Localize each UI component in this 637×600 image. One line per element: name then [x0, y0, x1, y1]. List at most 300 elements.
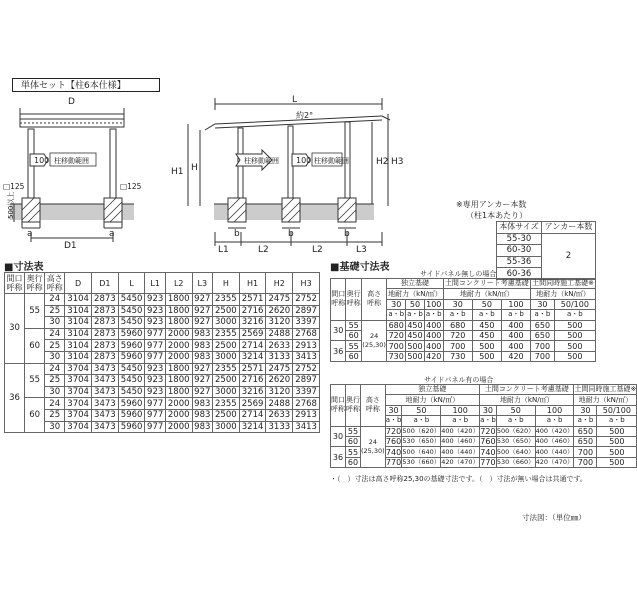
table-cell: 700	[443, 341, 472, 351]
table-cell: 400（460）	[535, 437, 574, 446]
table-cell: 5960	[118, 398, 145, 410]
table-cell: 450	[472, 330, 501, 340]
table-cell: 760	[480, 437, 496, 447]
table-cell: 2569	[239, 328, 266, 340]
table-cell: 3000	[212, 351, 239, 363]
table-cell: 30	[331, 320, 346, 341]
table-cell: 983	[192, 421, 212, 433]
table-cell: 5960	[118, 421, 145, 433]
anchor-header-count: アンカー本数	[542, 222, 596, 234]
table-cell: 400	[426, 320, 442, 330]
label-l2b: L2	[312, 245, 323, 255]
table-header: 土間同時施工基礎※	[574, 385, 637, 394]
table-cell: 1800	[165, 317, 192, 329]
set-title: 単体セット【柱6本仕様】	[12, 78, 160, 92]
table-cell: 2873	[91, 328, 118, 340]
table-cell: 2633	[266, 340, 293, 352]
table-header: a・b	[501, 310, 530, 320]
table-cell: 740	[480, 447, 496, 457]
table-cell: 30	[45, 386, 65, 398]
table-cell: 500（620）	[496, 426, 535, 435]
label-h1: H1	[171, 167, 184, 177]
table-cell: 24	[45, 363, 65, 375]
table-header: L3	[192, 273, 212, 294]
table-cell: 500	[597, 447, 637, 457]
table-cell: 983	[192, 398, 212, 410]
anchor-size: 60-36	[497, 268, 542, 280]
table-cell: 680	[443, 320, 472, 330]
table-cell: 3216	[239, 386, 266, 398]
table-cell: 5450	[118, 317, 145, 329]
table-cell: 420	[501, 351, 530, 361]
table-cell: 2716	[239, 375, 266, 387]
table-cell: 650	[574, 426, 597, 436]
table-cell: 400（440）	[441, 447, 480, 456]
table-header: 30	[387, 299, 406, 309]
table-cell: 530（650）	[496, 437, 535, 446]
table-cell: 55	[25, 363, 45, 398]
table-cell: 977	[145, 328, 165, 340]
table-header: 奥行 呼称	[346, 279, 361, 321]
table-cell: 55	[25, 294, 45, 329]
label-l: L	[292, 95, 298, 105]
table-cell: 923	[145, 363, 165, 375]
table-header: 間口 呼称	[331, 279, 346, 321]
table-row	[5, 317, 320, 329]
table-header: 高さ 呼称	[45, 273, 65, 294]
table-header: 100	[501, 299, 530, 309]
table-row	[5, 409, 320, 421]
table-cell: 500（640）	[402, 447, 441, 456]
label-b1: b	[234, 229, 240, 239]
table-cell: 55	[346, 426, 361, 436]
table-header: 奥行 呼称	[25, 273, 45, 294]
table-cell: 3000	[212, 386, 239, 398]
anchor-note1: ※専用アンカー本数	[456, 200, 527, 209]
table-cell: 450	[407, 331, 423, 341]
table-cell: 680	[388, 320, 404, 330]
table-header: 高さ 呼称	[361, 385, 386, 427]
table-cell: 2897	[293, 375, 320, 387]
table-cell: 3704	[65, 375, 92, 387]
table-header: 地耐力（kN/㎡）	[385, 395, 479, 405]
table-cell: 927	[192, 294, 212, 306]
table-cell: 2873	[91, 317, 118, 329]
table-cell: 500	[554, 351, 595, 361]
table-cell: 400	[501, 330, 530, 340]
table-cell: 530（660）	[496, 457, 535, 466]
table-cell: 3473	[91, 409, 118, 421]
table-cell: 977	[145, 409, 165, 421]
table-cell: 400（420）	[441, 426, 480, 435]
table-cell: 30	[5, 294, 25, 364]
unit-note: 寸法図：（単位㎜）	[522, 513, 586, 522]
foundation-title: ■基礎寸法表	[330, 262, 390, 273]
post-label-right: □125	[120, 182, 142, 191]
table-header: 地耐力（kN/㎡）	[531, 289, 596, 299]
table-cell: 927	[192, 386, 212, 398]
table-header: 地耐力（kN/㎡）	[480, 395, 574, 405]
table-cell: 977	[145, 351, 165, 363]
table-cell: 450	[472, 320, 501, 330]
table-cell: 2873	[91, 305, 118, 317]
table-cell: 720	[385, 426, 402, 436]
table-header: D	[65, 273, 92, 294]
table-cell: 3104	[65, 294, 92, 306]
table-cell: 420（470）	[535, 457, 574, 466]
table-cell: 3473	[91, 363, 118, 375]
table-cell: 2475	[266, 363, 293, 375]
table-cell: 2355	[212, 363, 239, 375]
table-cell: 2714	[239, 340, 266, 352]
table-cell: 400（420）	[535, 426, 574, 435]
table-cell: 3000	[212, 421, 239, 433]
table-cell: 55	[346, 447, 361, 457]
foundation-table-with-panel	[330, 384, 637, 468]
table-cell: 2000	[165, 340, 192, 352]
table-cell: 500	[407, 341, 423, 351]
table-cell: 36	[5, 363, 25, 433]
table-cell: 3104	[65, 305, 92, 317]
table-header: 50	[406, 299, 425, 309]
table-cell: 500	[472, 351, 501, 361]
table-header: 30	[574, 405, 597, 415]
dimension-table	[4, 272, 320, 433]
table-cell: 36	[331, 341, 346, 362]
range-side-2: 柱移動範囲	[314, 157, 349, 165]
table-header: a・b	[388, 310, 405, 319]
table-cell: 2000	[165, 351, 192, 363]
table-cell: 450	[407, 320, 423, 330]
table-cell: 3473	[91, 375, 118, 387]
table-cell: 700	[531, 351, 555, 361]
table-header: D1	[91, 273, 118, 294]
table-cell: 500（640）	[496, 447, 535, 456]
table-cell: 500	[554, 341, 595, 351]
table-cell: 3413	[293, 351, 320, 363]
table-cell: 1800	[165, 375, 192, 387]
table-cell: 2714	[239, 409, 266, 421]
label-l3: L3	[356, 245, 367, 255]
label-l1: L1	[218, 245, 229, 255]
table-cell: 2897	[293, 305, 320, 317]
table-cell: 983	[192, 409, 212, 421]
table-cell: 2873	[91, 340, 118, 352]
arrow-100-front: 100	[34, 156, 50, 165]
table-cell: 400	[501, 341, 530, 351]
table-header: 地耐力（kN/㎡）	[388, 289, 442, 298]
table-row	[331, 320, 596, 330]
table-header: 30	[531, 299, 555, 309]
table-header: a・b	[480, 416, 496, 425]
table-cell: 530（650）	[402, 437, 441, 446]
table-cell: 3704	[65, 398, 92, 410]
side-view	[188, 98, 390, 246]
table-cell: 400	[501, 320, 530, 330]
table-cell: 977	[145, 421, 165, 433]
table-cell: 2488	[266, 398, 293, 410]
table-cell: 30	[331, 426, 346, 447]
table-header: a・b	[385, 416, 402, 425]
table-cell: 3214	[239, 351, 266, 363]
table-cell: 1800	[165, 363, 192, 375]
table-cell: 25	[45, 409, 65, 421]
table-header: a・b	[402, 416, 441, 426]
table-row	[5, 294, 320, 306]
table-header: a・b	[407, 310, 423, 319]
table-cell: 2000	[165, 398, 192, 410]
table-cell: 977	[145, 398, 165, 410]
table-cell: 3397	[293, 386, 320, 398]
table-cell: 1800	[165, 294, 192, 306]
anchor-note2: （柱1本あたり）	[466, 211, 528, 220]
anchor-header-size: 本体サイズ	[497, 222, 542, 234]
table-cell: 500	[407, 351, 423, 361]
table-cell: 3120	[266, 317, 293, 329]
table-row	[5, 375, 320, 387]
table-header: 30	[443, 299, 472, 309]
anchor-size: 55-30	[497, 233, 542, 245]
table-cell: 2913	[293, 409, 320, 421]
table-header: 地耐力（kN/㎡）	[574, 395, 637, 405]
table-row	[5, 398, 320, 410]
table-cell: 2768	[293, 398, 320, 410]
table-cell: 60	[346, 457, 361, 467]
table-cell: 927	[192, 305, 212, 317]
label-d: D	[68, 97, 75, 107]
label-l2a: L2	[258, 245, 269, 255]
table-row	[5, 351, 320, 363]
table-cell: 5960	[118, 409, 145, 421]
table-cell: 2571	[239, 363, 266, 375]
table-cell: 927	[192, 375, 212, 387]
table-cell: 500	[472, 341, 501, 351]
table-header: 高さ 呼称	[361, 279, 386, 321]
table-cell: 2500	[212, 340, 239, 352]
table-row	[5, 421, 320, 433]
table-cell: 5450	[118, 375, 145, 387]
table-cell: 2000	[165, 409, 192, 421]
table-cell: 3473	[91, 421, 118, 433]
table-cell: 3216	[239, 317, 266, 329]
table-cell: 923	[145, 294, 165, 306]
table-cell: 983	[192, 351, 212, 363]
anchor-size: 55-36	[497, 256, 542, 268]
table-cell: 2000	[165, 421, 192, 433]
table-cell: 720	[480, 426, 496, 436]
table-cell: 3413	[293, 421, 320, 433]
table-cell: 650	[574, 436, 597, 446]
label-d1: D1	[64, 241, 77, 251]
table-cell: 2913	[293, 340, 320, 352]
table-cell: 60	[346, 436, 361, 446]
table-cell: 3704	[65, 363, 92, 375]
table-cell: 650	[531, 330, 555, 340]
anchor-table	[496, 221, 596, 280]
post-label-left: □125	[3, 182, 25, 191]
dim-table-title: ■寸法表	[4, 262, 44, 273]
table-cell: 5960	[118, 328, 145, 340]
table-cell: 2500	[212, 305, 239, 317]
table-header: a・b	[443, 310, 472, 320]
table-header-row	[5, 273, 320, 294]
table-cell: 983	[192, 328, 212, 340]
table-header: a・b	[535, 416, 574, 426]
table-header-row	[331, 279, 596, 289]
label-h2: H2	[376, 157, 389, 167]
table-cell: 927	[192, 317, 212, 329]
table-header: 土間コンクリート考慮基礎	[480, 385, 574, 395]
table-header: H	[212, 273, 239, 294]
table-cell: 30	[45, 317, 65, 329]
footing-label: 500以上	[7, 191, 15, 219]
table-cell: 3104	[65, 328, 92, 340]
table-cell: 2752	[293, 294, 320, 306]
foundation-note: ・（ ）寸法は高さ呼称25,30の基礎寸法です。（ ）寸法が無い場合は共通です。	[330, 475, 587, 483]
table-cell: 500	[554, 320, 595, 330]
table-row	[5, 386, 320, 398]
table-cell: 3214	[239, 421, 266, 433]
table-cell: 5450	[118, 294, 145, 306]
table-cell: 5450	[118, 363, 145, 375]
table-cell: 2620	[266, 375, 293, 387]
table-cell: 977	[145, 340, 165, 352]
table-cell: 36	[331, 447, 346, 468]
table-cell: 500	[597, 426, 637, 436]
table-header: 50	[402, 405, 441, 415]
table-cell: 24	[45, 328, 65, 340]
table-header: 奥行 呼称	[346, 385, 361, 427]
table-cell: 730	[388, 351, 404, 361]
table-cell: 1800	[165, 386, 192, 398]
table-cell: 60	[25, 398, 45, 433]
table-header: 土間同時施工基礎※	[532, 279, 594, 288]
table-cell: 2500	[212, 375, 239, 387]
table-header: a・b	[496, 416, 535, 426]
table-cell: 700	[388, 341, 404, 351]
table-cell: 730	[443, 351, 472, 361]
table-header: 50/100	[597, 405, 637, 415]
table-cell: 500	[554, 330, 595, 340]
table-cell: 24 (25,30)	[361, 426, 386, 468]
range-side: 柱移動範囲	[244, 157, 279, 165]
table-cell: 400	[426, 331, 442, 341]
table-row	[5, 305, 320, 317]
table-header: 50/100	[554, 299, 595, 309]
table-cell: 500	[597, 457, 637, 467]
table-cell: 2873	[91, 351, 118, 363]
table-cell: 3704	[65, 386, 92, 398]
table-cell: 2488	[266, 328, 293, 340]
table-cell: 3473	[91, 386, 118, 398]
table-cell: 400（440）	[535, 447, 574, 456]
table-cell: 420（470）	[441, 457, 480, 466]
table-cell: 2355	[212, 294, 239, 306]
range-front: 柱移動範囲	[54, 157, 89, 165]
table-cell: 500（620）	[402, 426, 441, 435]
table-cell: 3104	[65, 340, 92, 352]
foundation-caption1: サイドパネル無しの場合	[420, 270, 497, 278]
table-cell: 2752	[293, 363, 320, 375]
table-cell: 720	[443, 330, 472, 340]
table-header: a・b	[597, 416, 637, 426]
label-b2: b	[288, 229, 294, 239]
label-b3: b	[344, 229, 350, 239]
label-a-left: a	[27, 229, 33, 239]
table-header: 土間コンクリート考慮基礎	[444, 279, 529, 288]
table-cell: 30	[45, 351, 65, 363]
table-cell: 3104	[65, 351, 92, 363]
table-header: 100	[535, 405, 574, 415]
table-cell: 927	[192, 363, 212, 375]
table-cell: 25	[45, 305, 65, 317]
table-row	[5, 340, 320, 352]
table-cell: 700	[531, 341, 555, 351]
table-cell: 30	[45, 421, 65, 433]
table-header: H1	[239, 273, 266, 294]
table-cell: 3473	[91, 398, 118, 410]
foundation-caption2: サイドパネル有の場合	[424, 376, 494, 384]
table-cell: 400（460）	[441, 437, 480, 446]
table-header: L2	[165, 273, 192, 294]
table-header: 地耐力（kN/㎡）	[443, 289, 530, 299]
table-header: H2	[266, 273, 293, 294]
table-cell: 740	[385, 447, 402, 457]
table-cell: 720	[388, 331, 404, 341]
table-cell: 25	[45, 340, 65, 352]
table-header: 間口 呼称	[5, 273, 25, 294]
table-cell: 60	[25, 328, 45, 363]
table-cell: 2571	[239, 294, 266, 306]
table-cell: 923	[145, 317, 165, 329]
slope-label: 約2°	[296, 111, 314, 120]
table-header: L	[118, 273, 145, 294]
table-cell: 2500	[212, 409, 239, 421]
table-cell: 2768	[293, 328, 320, 340]
table-header: 50	[472, 299, 501, 309]
table-header: 間口 呼称	[331, 385, 346, 427]
table-header: a・b	[531, 310, 555, 320]
table-cell: 1800	[165, 305, 192, 317]
table-header: a・b	[554, 310, 595, 320]
table-row	[331, 426, 637, 436]
table-header: 独立基礎	[387, 279, 443, 289]
table-cell: 420	[426, 351, 442, 361]
table-cell: 500	[597, 436, 637, 446]
table-cell: 983	[192, 340, 212, 352]
table-cell: 760	[385, 437, 402, 447]
table-header: a・b	[425, 310, 442, 319]
table-cell: 24	[45, 294, 65, 306]
table-cell: 2355	[212, 398, 239, 410]
table-cell: 530（660）	[402, 457, 441, 466]
table-header: a・b	[441, 416, 480, 426]
table-header: a・b	[574, 416, 597, 426]
table-cell: 5960	[118, 351, 145, 363]
anchor-size: 60-30	[497, 245, 542, 257]
table-header: 30	[385, 405, 402, 415]
table-cell: 25	[45, 375, 65, 387]
table-cell: 5450	[118, 305, 145, 317]
table-cell: 650	[531, 320, 555, 330]
table-header: L1	[145, 273, 165, 294]
table-cell: 3133	[266, 421, 293, 433]
arrow-100-side: 100	[296, 156, 312, 165]
table-cell: 60	[346, 351, 361, 361]
table-row	[5, 328, 320, 340]
table-cell: 3120	[266, 386, 293, 398]
table-cell: 923	[145, 305, 165, 317]
